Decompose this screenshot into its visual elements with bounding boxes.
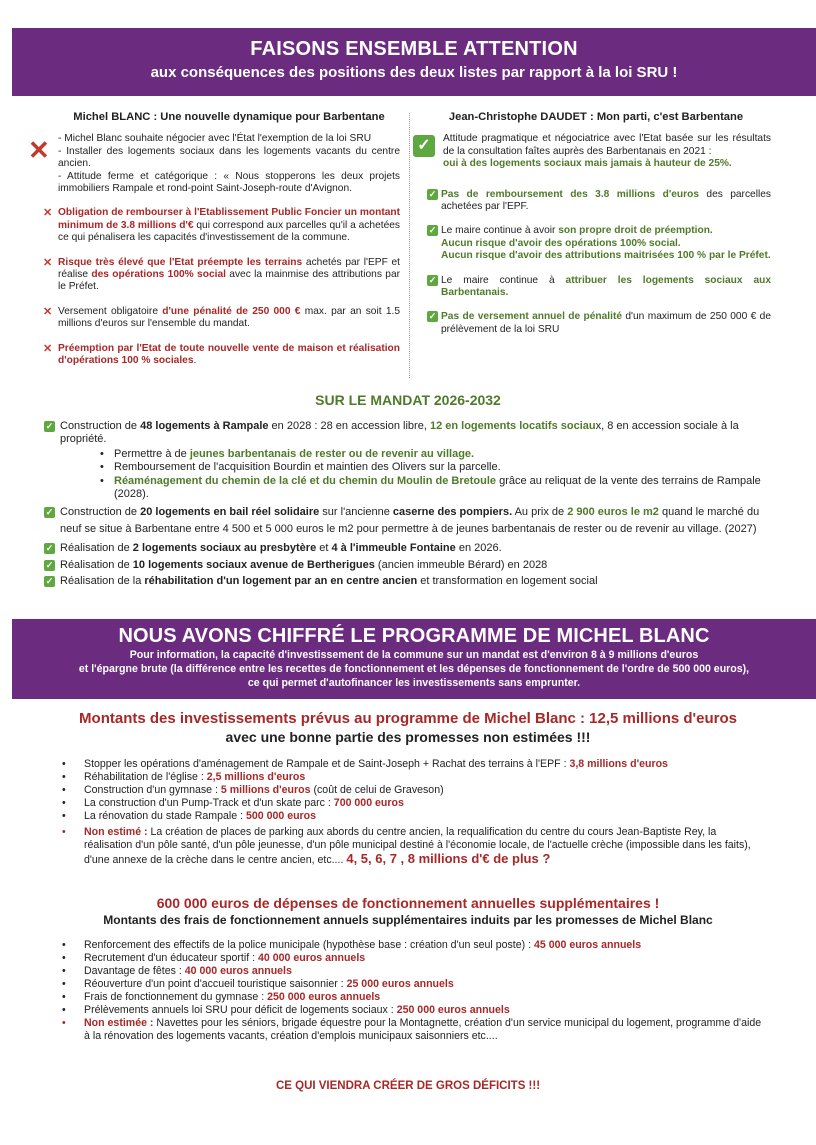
check-icon: ✓ [45, 576, 54, 587]
mandat-text: Au prix de [512, 506, 568, 519]
mandat-sublist [60, 448, 764, 502]
list-item [62, 952, 762, 965]
left-intro-line: - Attitude ferme et catégorique : « Nous stopperons les deux projets immobiliers Rampale et rond-point Saint-Joseph-route d'Avignon. [58, 170, 400, 195]
mandat-item [44, 542, 764, 555]
footer-warning: CE QUI VIENDRA CRÉER DE GROS DÉFICITS !!! [275, 1080, 541, 1092]
mandat-text: et [316, 542, 332, 555]
mandat-strong: réhabilitation d'un logement par an en centre ancien [144, 575, 418, 588]
cross-icon: ✕ [43, 207, 53, 220]
list-item [62, 771, 762, 784]
mandat-text: en 2028 : 28 en accession libre, [268, 420, 430, 432]
fonctionnement-subtitle: Montants des frais de fonctionnement annuels supplémentaires induits par les promesses de Michel Blanc [103, 913, 713, 927]
item-text: Frais de fonctionnement du gymnase : [84, 991, 268, 1003]
item-amount: 4, 5, 6, 7 , 8 millions d'€ de plus ? [346, 851, 551, 866]
banner-subtitle: aux conséquences des positions des deux listes par rapport à la loi SRU ! [150, 64, 678, 81]
mandat-subitem: • Remboursement de l'acquisition Bourdin et maintien des Olivers sur la parcelle. [100, 461, 764, 474]
list-item [62, 784, 762, 797]
check-icon: ✓ [45, 543, 54, 554]
right-heading: Jean-Christophe DAUDET : Mon parti, c'est Barbentane [448, 111, 744, 123]
item-amount: 250 000 euros annuels [396, 1004, 510, 1016]
right-item-text: des parcelles achetées par l'EPF. [441, 188, 771, 213]
list-item [62, 758, 762, 771]
left-intro [28, 133, 400, 195]
list-item [62, 810, 762, 823]
investissements-header [0, 710, 816, 745]
cross-icon: ✕ [43, 256, 53, 269]
item-text: Davantage de fêtes : [84, 965, 185, 977]
chiffre-line: Pour information, la capacité d'investissement de la commune sur un mandat est d'environ 8 à 9 millions d'euros [129, 649, 699, 661]
check-icon: ✓ [413, 135, 435, 157]
mandat-strong: 20 logements en bail réel solidaire [140, 506, 320, 519]
right-item [421, 311, 771, 336]
list-item [62, 826, 762, 867]
left-item [43, 342, 400, 368]
left-item [43, 305, 400, 331]
list-item [62, 1004, 762, 1017]
right-item [421, 189, 771, 214]
list-item [62, 939, 762, 952]
left-item-strong: d'une pénalité de 250 000 € [162, 305, 301, 317]
right-item-strong: son propre droit de préemption. [558, 225, 713, 237]
right-item-strong: Aucun risque d'avoir des opérations 100% social. [441, 237, 681, 249]
right-item-strong: attribuer les logements sociaux aux Barbentanais. [441, 274, 771, 299]
chiffre-line: et l'épargne brute (la différence entre les recettes de fonctionnement et les dépenses de fonctionnement de l'ordre de 500 000 euros), [78, 663, 750, 675]
mandat-green: 12 en logements locatifs sociau [429, 420, 596, 432]
mandat-list [44, 420, 764, 592]
left-item-text: max. par an soit 1.5 millions d'euros sur l'ensemble du mandat. [58, 305, 400, 330]
check-icon: ✓ [428, 188, 437, 199]
mandat-strong: 48 logements à Rampale [140, 420, 269, 432]
left-item-text: avec la mainmise des attributions par le Préfet. [58, 269, 401, 293]
check-icon: ✓ [45, 421, 54, 431]
check-icon: ✓ [428, 311, 437, 322]
left-item [43, 256, 401, 294]
check-icon: ✓ [428, 225, 437, 236]
left-intro-line: - Michel Blanc souhaite négocier avec l'État l'exemption de la loi SRU [58, 133, 372, 145]
item-amount: 45 000 euros annuels [533, 939, 642, 951]
check-icon: ✓ [45, 507, 54, 518]
mandat-text: Réalisation de la [60, 575, 145, 588]
right-item [421, 225, 771, 262]
mandat-text: quand le marché du neuf se situe à Barbentane entre 4 500 et 5 000 euros le m2 pour permettre à de jeunes barbentanais de rester ou de revenir au village. (2027) [60, 506, 760, 536]
chiffre-title: NOUS AVONS CHIFFRÉ LE PROGRAMME DE MICHEL BLANC [118, 625, 710, 647]
right-item-strong: Aucun risque d'avoir des attributions maitrisées 100 % par le Préfet. [441, 250, 771, 262]
mandat-text: Réalisation de [60, 542, 133, 555]
item-amount: 700 000 euros [333, 797, 404, 809]
mandat-text: grâce au reliquat de la vente des terrains de Rampale (2028). [114, 474, 761, 501]
mandat-strong: 10 logements sociaux avenue de Bertherigues [132, 558, 375, 571]
list-item [62, 978, 762, 991]
cross-icon: ✕ [43, 342, 53, 355]
list-item [62, 991, 762, 1004]
item-text: Réouverture d'un point d'accueil touristique saisonnier : [84, 978, 347, 990]
fonctionnement-title: 600 000 euros de dépenses de fonctionnement annuelles supplémentaires ! [156, 895, 660, 911]
mandat-strong: caserne des pompiers. [392, 506, 513, 519]
item-amount: 40 000 euros annuels [184, 965, 292, 977]
mandat-item [44, 420, 764, 501]
right-item-text: d'un maximum de 250 000 € de prélèvement de la loi SRU [441, 311, 771, 335]
right-intro-green: oui à des logements sociaux mais jamais à hauteur de 25%. [443, 158, 732, 170]
right-item-strong: Pas de remboursement des 3.8 millions d'euros [441, 188, 699, 200]
left-heading: Michel BLANC : Une nouvelle dynamique pour Barbentane [73, 111, 385, 123]
check-icon: ✓ [45, 559, 54, 570]
mandat-text: Construction de [60, 506, 141, 519]
item-label: Non estimée : [84, 1017, 154, 1029]
item-amount: 500 000 euros [245, 810, 317, 822]
chiffre-line: ce qui permet d'autofinancer les investissements sans emprunter. [247, 677, 581, 689]
mandat-item [44, 504, 764, 538]
right-item-strong: Pas de versement annuel de pénalité [441, 311, 623, 323]
mandat-text: et transformation en logement social [417, 575, 598, 588]
item-text: Recrutement d'un éducateur sportif : [84, 952, 258, 964]
mandat-green: Réaménagement du chemin de la clé et du chemin du Moulin de Bretoule [114, 474, 497, 487]
chiffre-banner [12, 619, 816, 699]
item-text: Navettes pour les séniors, brigade équestre pour la Montagnette, création d'un service municipal du logement, programme d'aide à la rénovation des logements vacants, création d'emplois municipaux saisonniers etc.... [84, 1017, 762, 1042]
item-amount: 2,5 millions d'euros [206, 771, 306, 783]
fonctionnement-header [0, 895, 816, 927]
mandat-text: (ancien immeuble Bérard) en 2028 [374, 558, 548, 571]
item-label: Non estimé : [84, 826, 148, 838]
right-column [417, 111, 771, 348]
mandat-text: sur l'ancienne [319, 506, 393, 519]
investissements-subtitle: avec une bonne partie des promesses non estimées !!! [225, 729, 591, 745]
left-intro-line: - Installer des logements sociaux dans les logements vacants du centre ancien. [58, 145, 400, 170]
item-text: La création de places de parking aux abords du centre ancien, la requalification du centre du cours Jean-Baptiste Rey, la réalisation d'un pôle santé, d'un pôle jeunesse, d'un pôle municipal destiné à l'économie locale, de l'actuelle crèche (impossible dans les faits), d'une annexe de la crèche dans le centre ancien, etc.... [84, 826, 751, 866]
right-item [421, 275, 771, 300]
mandat-green: 2 900 euros le m2 [567, 506, 659, 519]
mandat-strong: 2 logements sociaux au presbytère [132, 542, 317, 555]
fonctionnement-list [62, 939, 762, 1043]
item-text: La rénovation du stade Rampale : [84, 810, 246, 822]
left-item-text: Versement obligatoire [58, 305, 163, 317]
right-intro-text: Attitude pragmatique et négociatrice avec l'Etat basée sur les résultats de la consultation faîtes auprès des Barbentanais en 2021 : [443, 133, 771, 157]
left-item-strong: des opérations 100% social [91, 269, 226, 281]
mandat-subitem [100, 475, 764, 502]
item-text: Prélèvements annuels loi SRU pour déficit de logements sociaux : [84, 1004, 397, 1016]
item-text: Réhabilitation de l'église : [84, 771, 207, 783]
list-item [62, 1017, 762, 1043]
banner-title: FAISONS ENSEMBLE ATTENTION [250, 38, 578, 60]
item-amount: 25 000 euros annuels [346, 978, 454, 990]
list-item [62, 797, 762, 810]
left-item-strong: Obligation de rembourser à l'Etablissement Public Foncier un montant minimum de 3.8 millions d'€ [58, 207, 400, 231]
right-intro [417, 133, 771, 170]
left-item-text: achetés par l'EPF et réalise [58, 256, 401, 281]
item-text: (coût de celui de Graveson) [310, 784, 444, 796]
mandat-text: en 2026. [455, 542, 502, 555]
investissements-list [62, 758, 762, 867]
item-text: Construction d'un gymnase : [84, 784, 221, 796]
top-banner [12, 28, 816, 96]
mandat-item [44, 575, 764, 588]
left-item-strong: Risque très élevé que l'Etat préempte les terrains [58, 256, 303, 268]
item-text: Renforcement des effectifs de la police municipale (hypothèse base : création d'un seul poste) : [84, 939, 534, 951]
item-amount: 5 millions d'euros [220, 784, 311, 796]
cross-icon: ✕ [28, 135, 50, 166]
right-item-text: Le maire continue à avoir [441, 225, 559, 237]
left-item-strong: Préemption par l'Etat de toute nouvelle vente de maison et réalisation d'opérations 100 % sociales [58, 342, 400, 367]
item-text: Stopper les opérations d'aménagement de Rampale et de Saint-Joseph + Rachat des terrains à l'EPF : [84, 758, 570, 770]
left-item-text: qui correspond aux parcelles qu'il a achetées ce qui pénalisera les capacités d'investissement de la commune. [58, 219, 400, 244]
mandat-green: jeunes barbentanais de rester ou de revenir au village. [189, 447, 475, 460]
investissements-title: Montants des investissements prévus au programme de Michel Blanc : 12,5 millions d'euros [79, 710, 737, 727]
left-item [43, 207, 400, 244]
left-column [28, 111, 401, 380]
mandat-title: SUR LE MANDAT 2026-2032 [315, 392, 501, 408]
item-amount: 40 000 euros annuels [257, 952, 366, 964]
left-item-text: . [193, 355, 197, 367]
mandat-item [44, 559, 764, 572]
check-icon: ✓ [428, 274, 437, 285]
item-amount: 3,8 millions d'euros [569, 758, 668, 770]
mandat-strong: 4 à l'immeuble Fontaine [331, 542, 456, 555]
mandat-subitem [100, 448, 764, 461]
item-text: La construction d'un Pump-Track et d'un skate parc : [84, 797, 334, 809]
mandat-text: Réalisation de [60, 558, 133, 571]
item-amount: 250 000 euros annuels [267, 991, 381, 1003]
column-divider [409, 113, 410, 378]
right-item-text: Le maire continue à [441, 274, 566, 286]
list-item [62, 965, 762, 978]
mandat-text: Permettre à de [114, 447, 190, 460]
cross-icon: ✕ [43, 305, 53, 318]
mandat-text: x, 8 en accession sociale à la propriété. [60, 420, 739, 446]
mandat-text: Construction de [60, 420, 141, 432]
